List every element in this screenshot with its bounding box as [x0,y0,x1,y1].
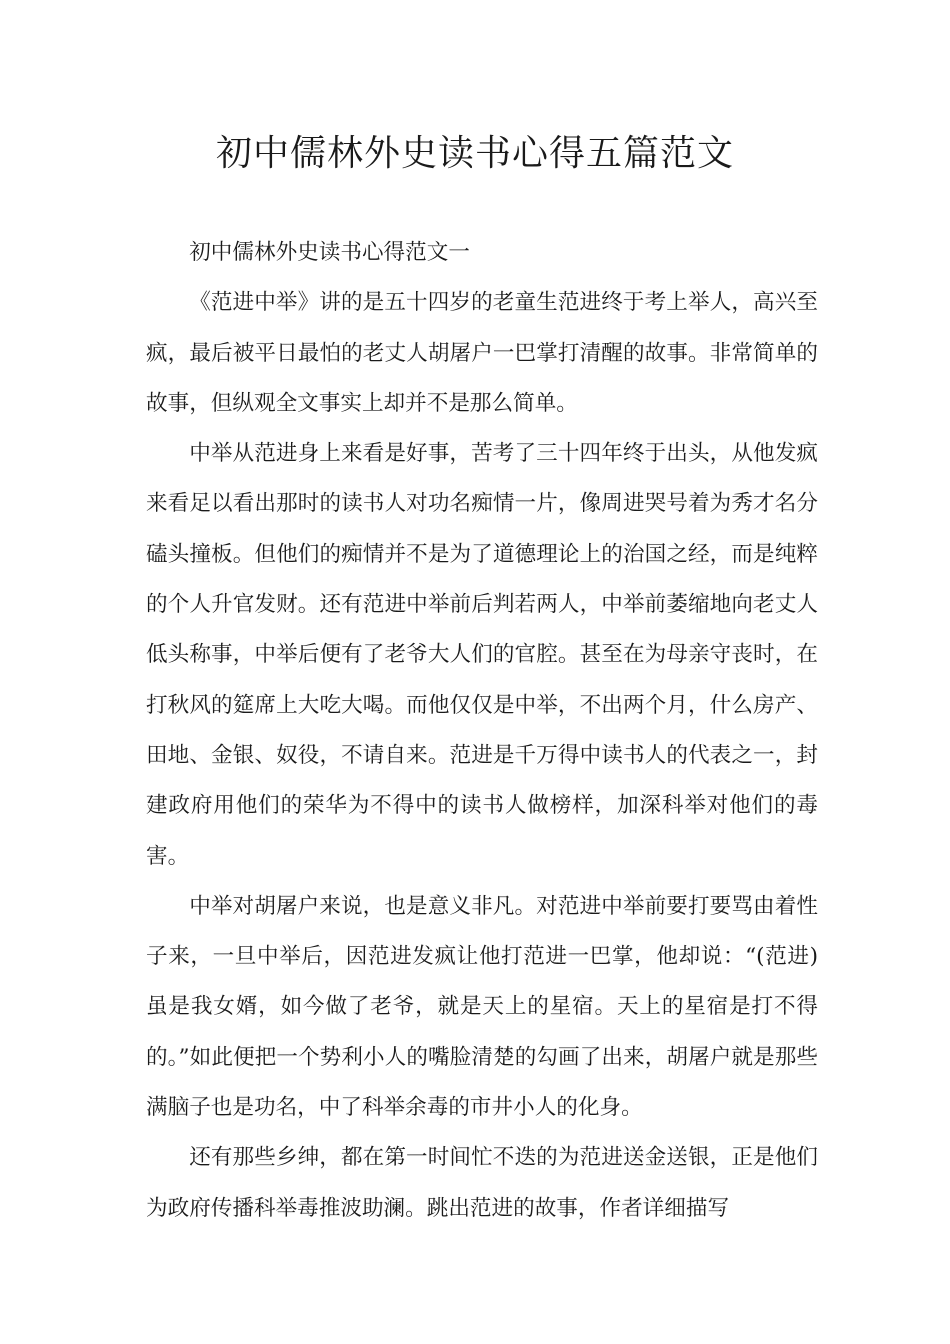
paragraph: 《范进中举》讲的是五十四岁的老童生范进终于考上举人，高兴至疯，最后被平日最怕的老丈人胡屠户一巴掌打清醒的故事。非常简单的故事，但纵观全文事实上却并不是那么简单。 [146,290,818,416]
paragraph: 中举对胡屠户来说，也是意义非凡。对范进中举前要打要骂由着性子来，一旦中举后，因范进发疯让他打范进一巴掌，他却说：“(范进)虽是我女婿，如今做了老爷，就是天上的星宿。天上的星宿是打不得的。”如此便把一个势利小人的嘴脸清楚的勾画了出来，胡屠户就是那些满脑子也是功名，中了科举余毒的市井小人的化身。 [146,893,818,1121]
paragraph: 中举从范进身上来看是好事，苦考了三十四年终于出头，从他发疯来看足以看出那时的读书人对功名痴情一片，像周进哭号着为秀才名分磕头撞板。但他们的痴情并不是为了道德理论上的治国之经，而是纯粹的个人升官发财。还有范进中举前后判若两人，中举前萎缩地向老丈人低头称事，中举后便有了老爷大人们的官腔。甚至在为母亲守丧时，在打秋风的筵席上大吃大喝。而他仅仅是中举，不出两个月，什么房产、田地、金银、奴役，不请自来。范进是千万得中读书人的代表之一，封建政府用他们的荣华为不得中的读书人做榜样，加深科举对他们的毒害。 [146,441,818,869]
paragraph: 还有那些乡绅，都在第一时间忙不迭的为范进送金送银，正是他们为政府传播科举毒推波助澜。跳出范进的故事，作者详细描写 [146,1145,818,1221]
document-title: 初中儒林外史读书心得五篇范文 [215,133,734,174]
document-body [146,228,818,1234]
section-heading: 初中儒林外史读书心得范文一 [189,240,470,265]
